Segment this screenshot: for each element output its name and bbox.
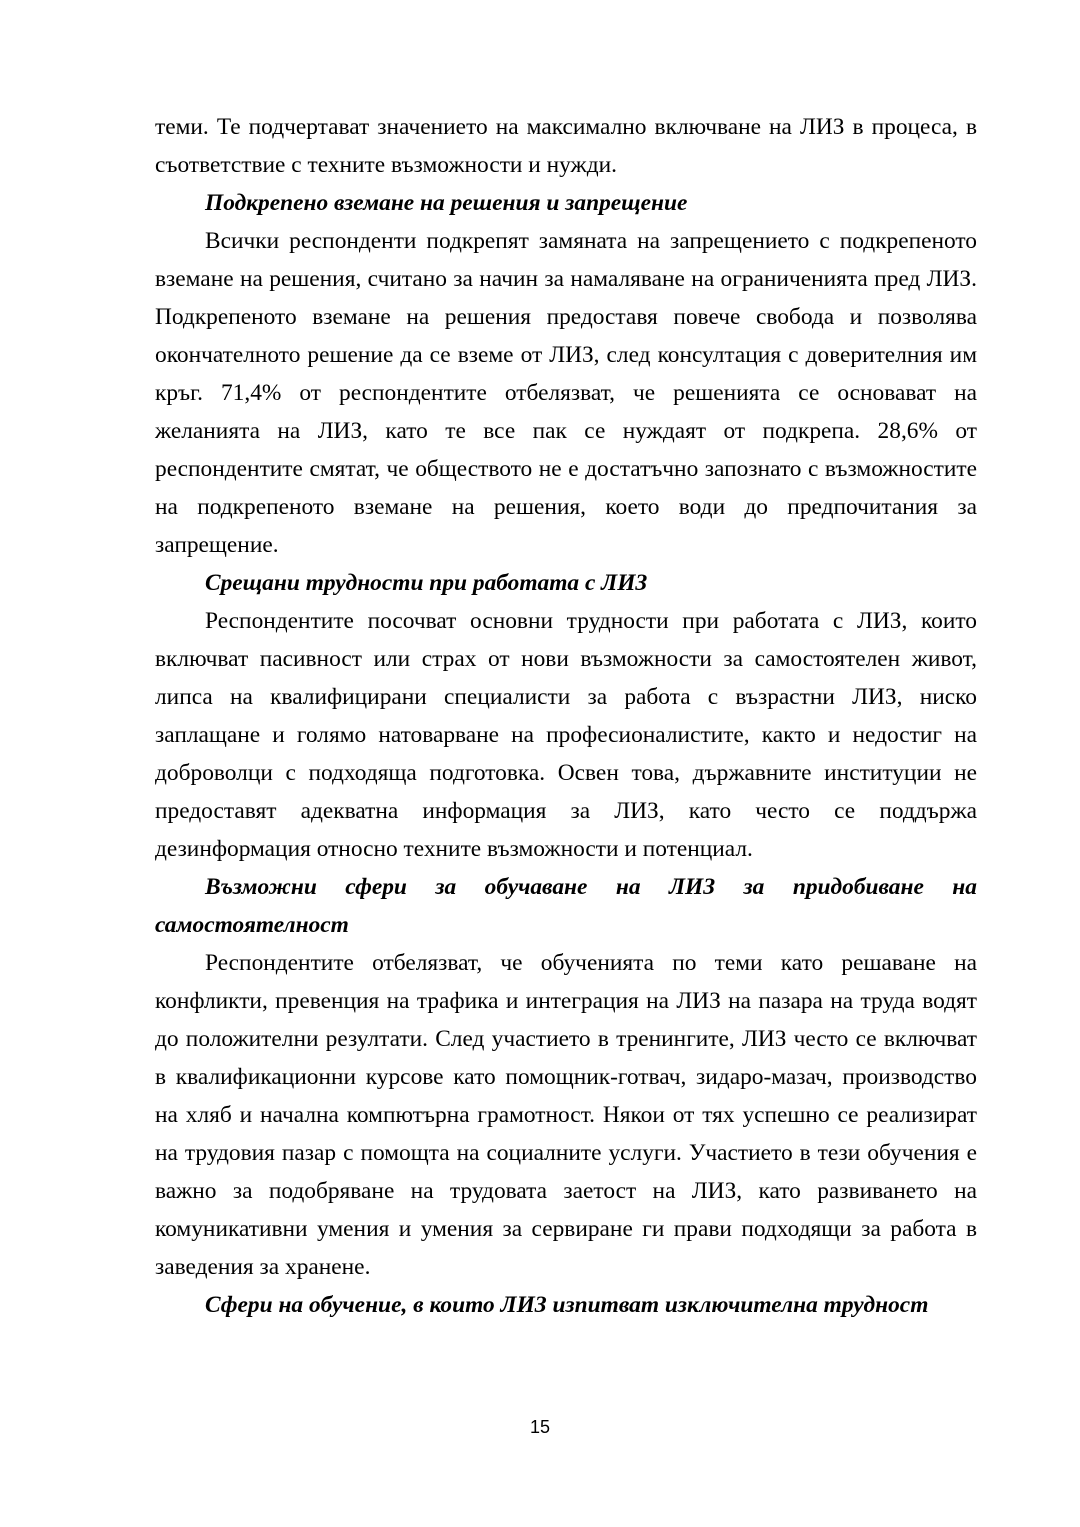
section-heading-difficult-training-areas: Сфери на обучение, в които ЛИЗ изпитват изключителна трудност <box>205 1292 929 1318</box>
section-heading-difficulties: Срещани трудности при работата с ЛИЗ <box>205 570 648 596</box>
paragraph-intro-continuation: теми. Те подчертават значението на максимално включване на ЛИЗ в процеса, в съответствие с техните възможности и нужди. <box>155 114 977 178</box>
section-heading-training-areas: Възможни сфери за обучаване на ЛИЗ за придобиване на самостоятелност <box>155 874 977 938</box>
paragraph-supported-decision-making: Всички респонденти подкрепят замяната на запрещението с подкрепеното вземане на решения, считано за начин за намаляване на ограниченията пред ЛИЗ. Подкрепеното вземане на решения предоставя повече свобода и позволява окончателното решение да се вземе от ЛИЗ, след консултация с доверителния им кръг. 71,4% от респондентите отбелязват, че решенията се основават на желанията на ЛИЗ, като те все пак се нуждаят от подкрепа. 28,6% от респондентите смятат, че обществото не е достатъчно запознато с възможностите на подкрепеното вземане на решения, което води до предпочитания за запрещение. <box>155 228 977 558</box>
paragraph-training-areas: Респондентите отбелязват, че обученията по теми като решаване на конфликти, превенция на трафика и интеграция на ЛИЗ на пазара на труда водят до положителни резултати. След участието в тренингите, ЛИЗ често се включват в квалификационни курсове като помощник-готвач, зидаро-мазач, производство на хляб и начална компютърна грамотност. Някои от тях успешно се реализират на трудовия пазар с помощта на социалните услуги. Участието в тези обучения е важно за подобряване на трудовата заетост на ЛИЗ, като развиването на комуникативни умения и умения за сервиране ги прави подходящи за работа в заведения за хранене. <box>155 950 977 1280</box>
paragraph-difficulties: Респондентите посочват основни трудности при работата с ЛИЗ, които включват пасивност или страх от нови възможности за самостоятелен живот, липса на квалифицирани специалисти за работа с възрастни ЛИЗ, ниско заплащане и голямо натоварване на професионалистите, както и недостиг на доброволци с подходяща подготовка. Освен това, държавните институции не предоставят адекватна информация за ЛИЗ, като често се поддържа дезинформация относно техните възможности и потенциал. <box>155 608 977 862</box>
section-heading-supported-decision-making: Подкрепено вземане на решения и запрещение <box>205 190 688 216</box>
document-body <box>155 108 977 1324</box>
page-number: 15 <box>529 1417 551 1437</box>
